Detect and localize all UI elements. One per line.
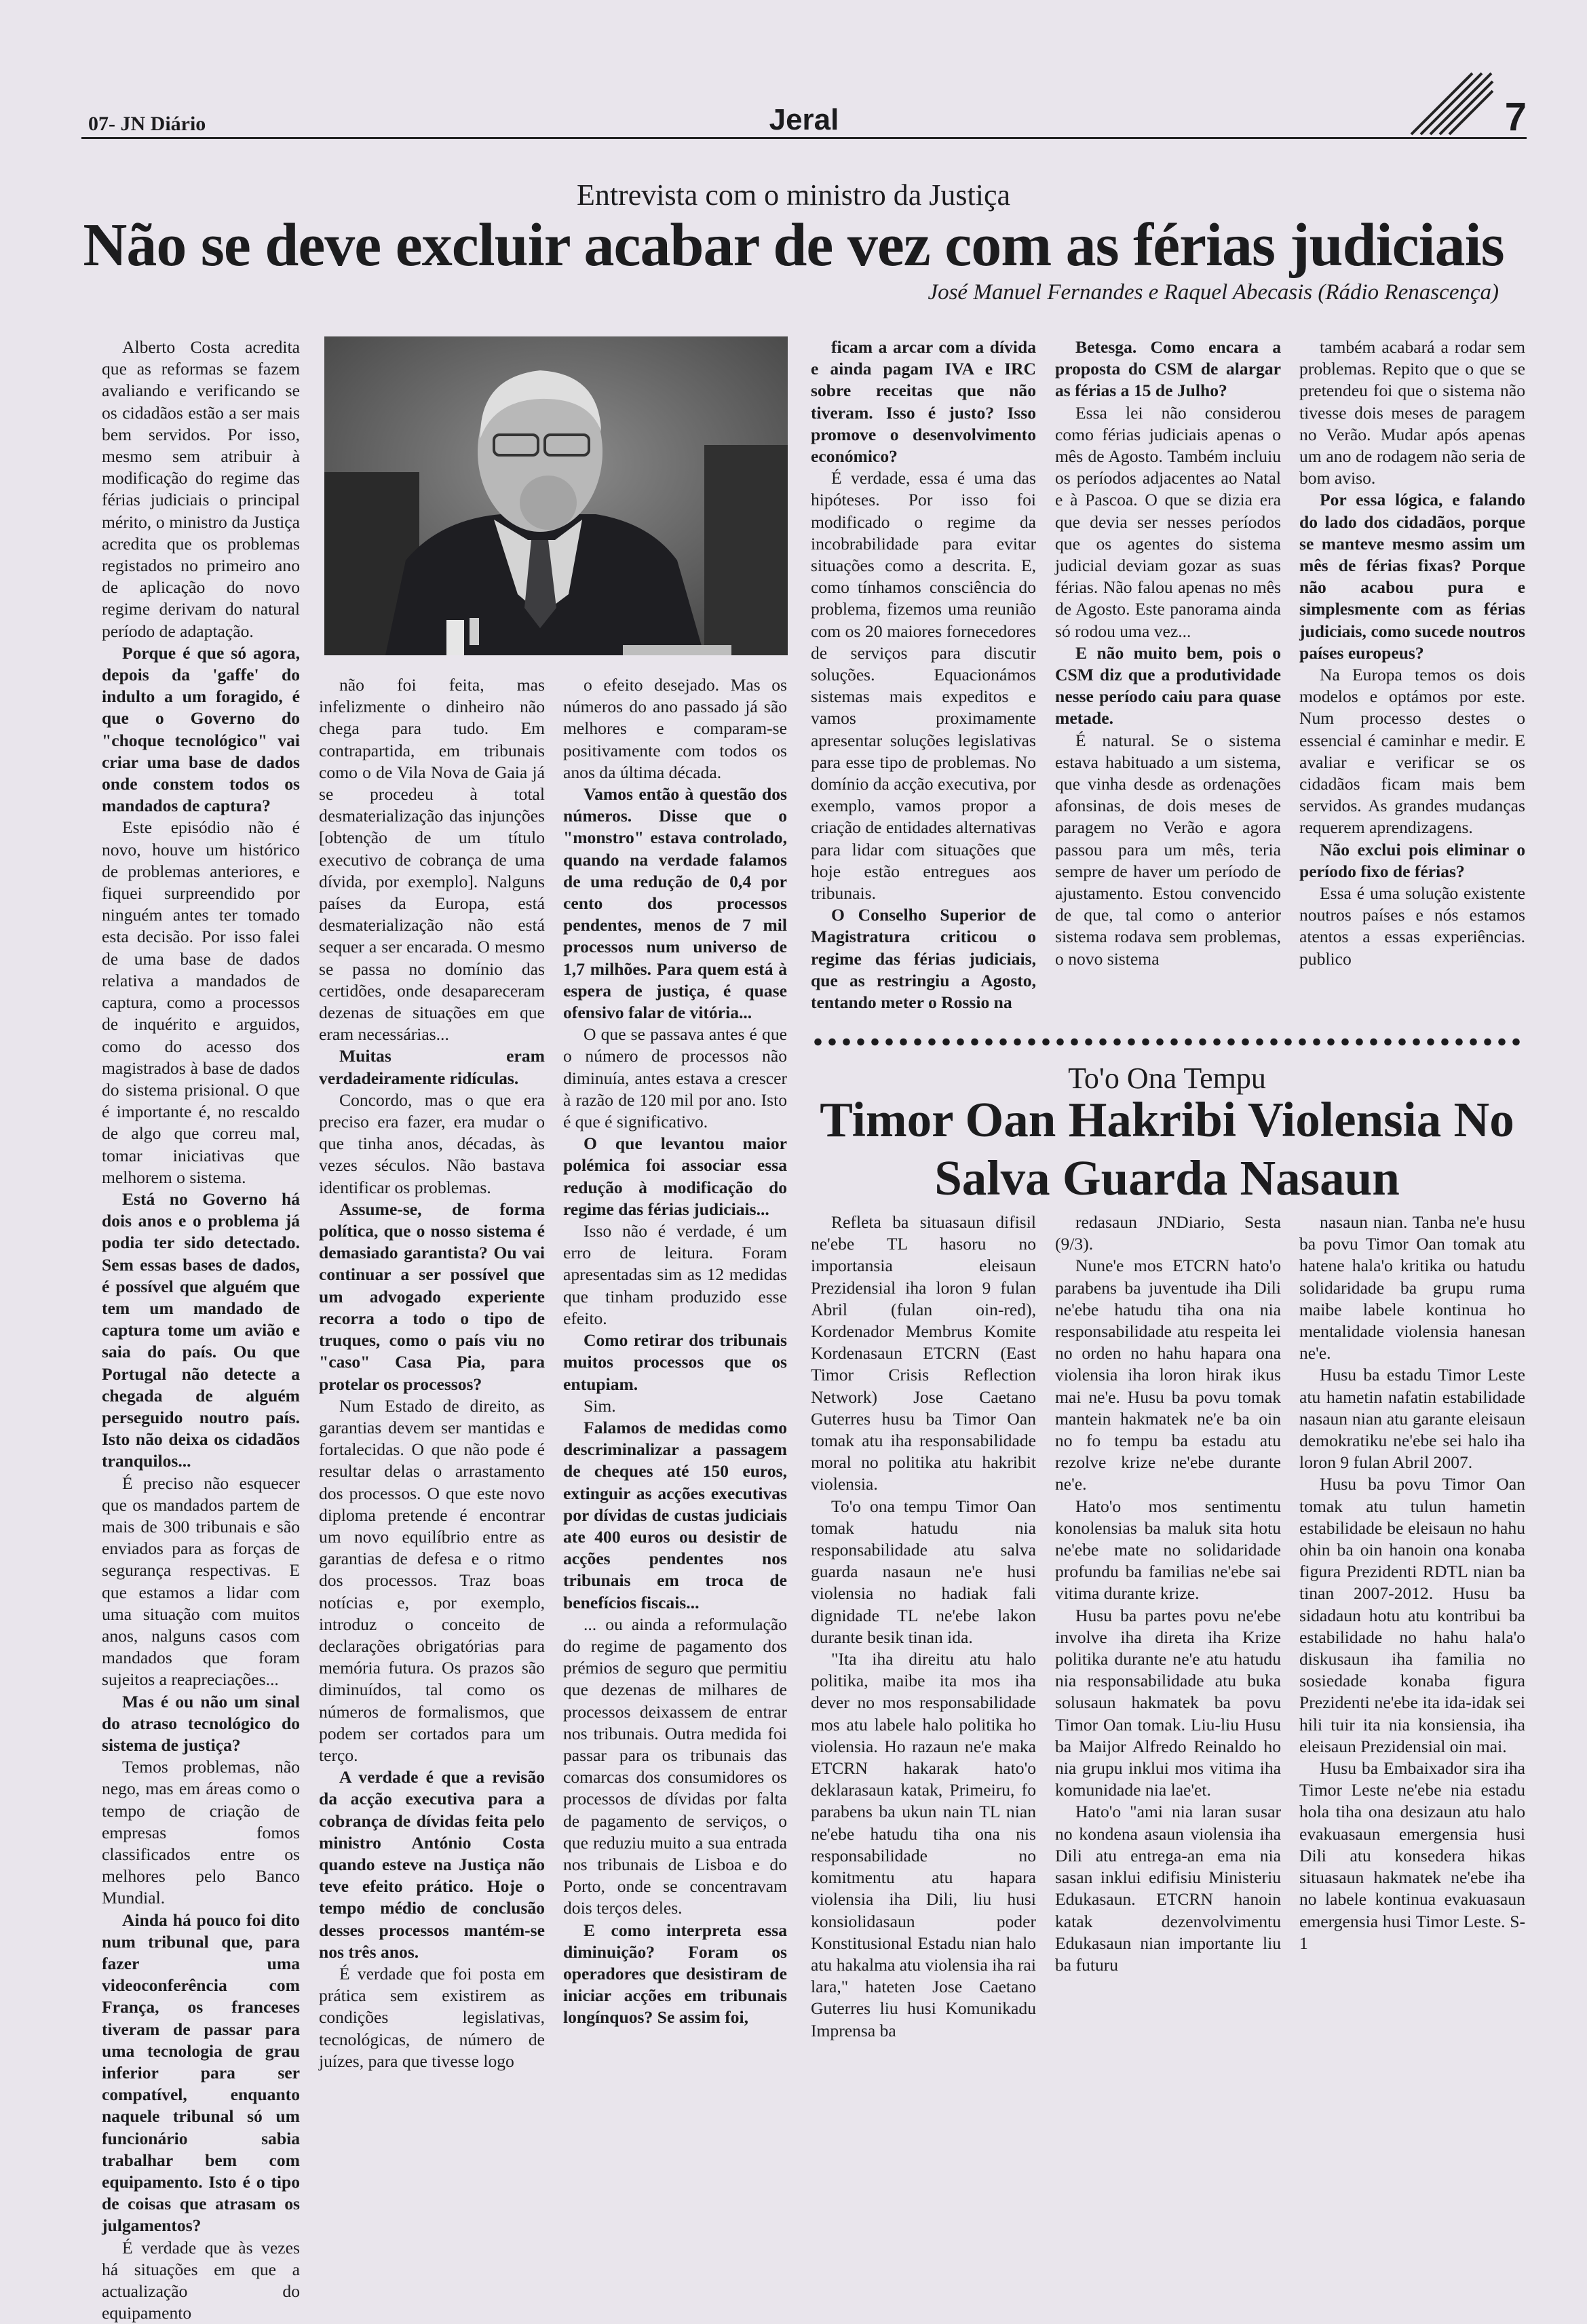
article1-column-3 [563, 674, 787, 2165]
paragraph: Sim. [584, 1395, 616, 1416]
paragraph: Na Europa temos os dois modelos e optámos por este. Num processo destes o essencial é caminhar e medir. E avaliar e verificar se os cidadãos ficam mais bem servidos. As grandes mudanças requerem aprendizagens. [1299, 665, 1525, 838]
paragraph: Husu ba partes povu ne'ebe involve iha direta iha Krize politika durante ne'e atu hatudu nia responsabilidade atu buka solusaun hakmatek ba povu Timor Oan tomak. Liu-liu Husu ba Maijor Alfredo Reinaldo ho nia grupu inklui mos vitima iha komunidade nia lae'et. [1055, 1605, 1281, 1800]
diagonal-stripes-logo-icon [1411, 68, 1493, 136]
paragraph: É preciso não esquecer que os mandados partem de mais de 300 tribunais e são enviados para as forças de segurança respectivas. E que estamos a lidar com uma situação com muitos anos, nalguns casos com mandados que foram sujeitos a reapreciações... [102, 1473, 300, 1690]
article1-column-5 [1055, 336, 1281, 1034]
article2-column-1 [811, 1212, 1036, 2165]
article1-column-2 [319, 674, 545, 2165]
article1-column-1 [102, 336, 300, 2323]
paragraph: Isso não é verdade, é um erro de leitura. Foram apresentadas sim as 12 medidas que tinham produzido esse efeito. [563, 1221, 787, 1328]
interview-question: Por essa lógica, e falando do lado dos cidadãos, porque se manteve mesmo assim um mês de férias fixas? Porque não acabou pura e simplesmente com as férias judiciais, como sucede noutros países europeus? [1299, 490, 1525, 663]
interview-question: Falamos de medidas como descriminalizar a passagem de cheques até 150 euros, extinguir as acções executivas por dívidas de custas judiciais ate 400 euros ou desistir de acções pendentes nos tribunais em troca de benefícios fiscais... [563, 1417, 787, 1612]
paragraph: não foi feita, mas infelizmente o dinheiro não chega para tudo. Em contrapartida, em tribunais como o de Vila Nova de Gaia já se procedeu à total desmaterialização das injunções [obtenção de um título executivo de cobrança de uma dívida, por exemplo]. Nalguns países da Europa, está desmaterialização não está sequer a ser encarada. O mesmo se passa no domínio das certidões, onde desapareceram dezenas de situações em que eram necessárias... [319, 675, 545, 1045]
paragraph: É natural. Se o sistema estava habituado a um sistema, que vinha desde as ordenações afonsinas, de dois meses de paragem no Verão e agora passou para um mês, teria sempre de haver um período de ajustamento. Estou convencido de que, tal como o anterior sistema rodava sem problemas, o novo sistema [1055, 730, 1281, 969]
paragraph: Alberto Costa acredita que as reformas se fazem avaliando e verificando se os cidadãos estão a ser mais bem servidos. Por isso, mesmo sem atribuir à modificação do regime das férias judiciais o principal mérito, o ministro da Justiça acredita que os problemas registados no primeiro ano de aplicação do novo regime derivam do natural período de adaptação. [102, 337, 300, 641]
interview-question: Vamos então à questão dos números. Disse que o "monstro" estava controlado, quando na verdade falamos de uma redução de 0,4 por cento dos processos pendentes, menos de 7 mil processos num universo de 1,7 milhões. Para quem está à espera de justiça, é quase ofensivo falar de vitória... [563, 784, 787, 1023]
paragraph: o efeito desejado. Mas os números do ano passado já são melhores e comparam-se positivamente com todos os anos da última década. [563, 675, 787, 782]
minister-photo [324, 336, 788, 655]
paragraph: ... ou ainda a reformulação do regime de pagamento dos prémios de seguro que permitiu que dezenas de milhares de processos deixassem de entrar nos tribunais. Outra medida foi passar para os tribunais das comarcas dos consumidores os processos de dívidas por falta de pagamento de serviços, o que reduziu muito a sua entrada nos tribunais de Lisboa e do Porto, onde se concentravam dois terços deles. [563, 1614, 787, 1918]
paragraph: Este episódio não é novo, houve um histórico de problemas anteriores, e fiquei surpreendido por ninguém antes ter tomado esta decisão. Por isso falei de uma base de dados relativa a mandados de captura, como a processos de inquérito e arguidos, como do acesso dos magistrados à base de dados do sistema prisional. O que é importante é, no rescaldo de algo que correu mal, tomar iniciativas que melhorem o sistema. [102, 817, 300, 1187]
paragraph: É verdade que às vezes há situações em que a actualização do equipamento [102, 2237, 300, 2323]
paragraph: Essa lei não considerou como férias judiciais apenas o mês de Agosto. Também incluiu os períodos adjacentes ao Natal e à Pascoa. O que se dizia era que devia ser nesses períodos que os agentes do sistema judicial deviam gozar as suas férias. Não falou apenas no mês de Agosto. Este panorama ainda só rodou uma vez... [1055, 402, 1281, 641]
article2-headline: Timor Oan Hakribi Violensia No Salva Guarda Nasaun [820, 1092, 1514, 1205]
paragraph: Num Estado de direito, as garantias devem ser mantidas e fortalecidas. O que não pode é resultar delas o arrastamento dos processos. O que este novo diploma pretende é encontrar um novo equilíbrio entre as garantias de defesa e o ritmo dos processos. Traz boas notícias e, por exemplo, introduz o conceito de declarações obrigatórias para memória futura. Os prazos são diminuídos, tal como os números de formalismos, que podem ser cortados para um terço. [319, 1395, 545, 1765]
newspaper-name: 07- JN Diário [88, 113, 206, 135]
paragraph: Hato'o mos sentimentu konolensias ba maluk sita hotu ne'ebe mate no solidaridade profundu ba familias ne'ebe sai vitima durante krize. [1055, 1496, 1281, 1604]
article-headline: Não se deve excluir acabar de vez com as férias judiciais [83, 212, 1504, 279]
interview-question: Muitas eram verdadeiramente ridículas. [319, 1046, 545, 1088]
article2-column-2 [1055, 1212, 1281, 2165]
article2-kicker: To'o Ona Tempu [1068, 1062, 1266, 1095]
interview-question: ficam a arcar com a dívida e ainda pagam IVA e IRC sobre receitas que não tiveram. Isso é justo? Isso promove o desenvolvimento económico? [811, 337, 1036, 467]
interview-question: Como retirar dos tribunais muitos processos que os entupiam. [563, 1330, 787, 1394]
interview-question: E como interpreta essa diminuição? Foram os operadores que desistiram de iniciar acções em tribunais longínquos? Se assim foi, [563, 1920, 787, 2028]
paragraph: O que se passava antes é que o número de processos não diminuía, antes estava a crescer à razão de 120 mil por ano. Isto é que é significativo. [563, 1024, 787, 1132]
interview-question: Betesga. Como encara a proposta do CSM de alargar as férias a 15 de Julho? [1055, 337, 1281, 401]
interview-question: Porque é que só agora, depois da 'gaffe' do indulto a um foragido, é que o Governo do "choque tecnológico" vai criar uma base de dados onde constem todos os mandados de captura? [102, 642, 300, 816]
paragraph: Temos problemas, não nego, mas em áreas como o tempo de criação de empresas fomos classificados entre os melhores pelo Banco Mundial. [102, 1757, 300, 1908]
interview-question: Não exclui pois eliminar o período fixo de férias? [1299, 839, 1525, 881]
paragraph: "Ita iha direitu atu halo politika, maibe ita mos iha dever no mos responsabilidade mos atu labele halo politika ho violensia. Ho razaun ne'e maka ETCRN hakarak hato'o deklarasaun katak, Primeiru, fo parabens ba ukun nain TL nian ne'ebe hatudu tiha ona nis responsabilidade no komitmentu atu hapara violensia iha Dili, liu husi konsiolidasaun poder Konstitusional Estadu nian halo atu hakalma atu violensia iha rai lara," hateten Jose Caetano Guterres liu husi Komunikadu Imprensa ba [811, 1649, 1036, 2040]
paragraph: também acabará a rodar sem problemas. Repito que o que se pretendeu foi que o sistema não tivesse dois meses de paragem no Verão. Mudar após apenas um ano de rodagem não seria de bom aviso. [1299, 337, 1525, 488]
paragraph: É verdade, essa é uma das hipóteses. Por isso foi modificado o regime da incobrabilidade para evitar situações como a descrita. E, como tínhamos consciência do problema, fizemos uma reunião com os 20 maiores fornecedores de serviços para discutir soluções. Equacionámos sistemas mais expeditos e vamos proximamente apresentar soluções legislativas para esse tipo de problemas. No domínio da acção executiva, por exemplo, vamos propor a criação de entidades alternativas para lidar com situações que hoje estão entregues aos tribunais. [811, 468, 1036, 904]
paragraph: Hato'o "ami nia laran susar no kondena asaun violensia iha Dili atu entrega-an ema nia sasan inklui edifisiu Ministeriu Edukasaun. ETCRN hanoin katak dezenvolvimentu Edukasaun nian importante liu ba futuru [1055, 1802, 1281, 1975]
interview-question: A verdade é que a revisão da acção executiva para a cobrança de dívidas feita pelo ministro António Costa quando esteve na Justiça não teve efeito prático. Hoje o tempo médio de conclusão desses processos mantém-se nos três anos. [319, 1767, 545, 1962]
paragraph: Refleta ba situasaun difisil ne'ebe TL hasoru no importansia eleisaun Prezidensial iha loron 9 fulan Abril (fulan oin-red), Kordenador Membrus Komite Kordenasaun ETCRN (East Timor Crisis Reflection Network) Jose Caetano Guterres husu ba Timor Oan tomak atu iha responsabilidade moral no politika atu hakribit violensia. [811, 1212, 1036, 1494]
paragraph: Essa é uma solução existente noutros países e nós estamos atentos a essas experiências. publico [1299, 883, 1525, 969]
page-header [81, 95, 1527, 139]
article2-column-3 [1299, 1212, 1525, 2165]
interview-question: E não muito bem, pois o CSM diz que a produtividade nesse período caiu para quase metade. [1055, 642, 1281, 729]
section-title: Jeral [769, 103, 839, 136]
paragraph: Husu ba povu Timor Oan tomak atu tulun hametin estabilidade be eleisaun no hahu ohin ba oin hanoin ona konaba figura Prezidenti RDTL nian ba tinan 2007-2012. Husu ba sidadaun hotu atu kontribui ba estabilidade no hahu hala'o diskusaun iha familia no sosiedade konaba figura Prezidenti ne'ebe ita ida-idak sei hili tuir ita nia konsiensia, iha eleisaun Prezidensial oin mai. [1299, 1474, 1525, 1756]
dotted-separator [811, 1037, 1523, 1047]
interview-question: Assume-se, de forma política, que o nosso sistema é demasiado garantista? Ou vai continuar a ser possível que um advogado experiente recorra a todo o tipo de truques, como o país viu no "caso" Casa Pia, para protelar os processos? [319, 1199, 545, 1394]
paragraph: To'o ona tempu Timor Oan tomak hatudu nia responsabilidade atu salva guarda nasaun ne'e husi violensia no hadiak fali dignidade TL ne'ebe lakon durante besik tinan ida. [811, 1496, 1036, 1647]
paragraph: Nune'e mos ETCRN hato'o parabens ba juventude iha Dili ne'ebe hatudu tiha ona nia responsabilidade atu respeita lei no orden no hahu hapara ona violensia iha loron hirak ikus mai ne'e. Husu ba povu tomak mantein hakmatek ne'e ba oin no fo tempu ba estadu atu rezolve krize ne'ebe durante ne'e. [1055, 1256, 1281, 1494]
interview-question: O que levantou maior polémica foi associar essa redução à modificação do regime das férias judiciais... [563, 1134, 787, 1219]
interview-question: Mas é ou não um sinal do atraso tecnológico do sistema de justiça? [102, 1691, 300, 1755]
interview-question: O Conselho Superior de Magistratura criticou o regime das férias judiciais, que as restringiu a Agosto, tentando meter o Rossio na [811, 905, 1036, 1013]
paragraph: nasaun nian. Tanba ne'e husu ba povu Timor Oan tomak atu hatene hala'o kritika ou hatudu solidaridade ba grupu ruma maibe labele kontinua ho mentalidade violensia hanesan ne'e. [1299, 1212, 1525, 1363]
paragraph: É verdade que foi posta em prática sem existirem as condições legislativas, tecnológicas, de número de juízes, para que tivesse logo [319, 1963, 545, 2071]
article1-column-4 [811, 336, 1036, 1034]
paragraph: redasaun JNDiario, Sesta (9/3). [1055, 1212, 1281, 1254]
paragraph: Husu ba Embaixador sira iha Timor Leste ne'ebe nia estadu hola tiha ona desizaun atu halo evakuasaun emergensia husi Dili atu konsedera hikas situasaun hakmatek ne'ebe iha no labele kontinua evakuasaun emergensia husi Timor Leste. S-1 [1299, 1758, 1525, 1953]
interview-question: Ainda há pouco foi dito num tribunal que, para fazer uma videoconferência com França, os franceses tiveram de passar para uma tecnologia de grau inferior para ser compatível, enquanto naquele tribunal só um funcionário sabia trabalhar bem com equipamento. Isto é o tipo de coisas que atrasam os julgamentos? [102, 1910, 300, 2236]
article-kicker: Entrevista com o ministro da Justiça [576, 178, 1011, 212]
paragraph: Husu ba estadu Timor Leste atu hametin nafatin estabilidade nasaun nian atu garante eleisaun demokratiku ne'ebe sei halo iha loron 9 fulan Abril 2007. [1299, 1365, 1525, 1473]
page-number: 7 [1504, 95, 1527, 139]
article-byline: José Manuel Fernandes e Raquel Abecasis (Rádio Renascença) [928, 280, 1499, 305]
article1-column-6 [1299, 336, 1525, 1034]
interview-question: Está no Governo há dois anos e o problema já podia ter sido detectado. Sem essas bases de dados, é possível que alguém que tem um mandado de captura tome um avião e saia do país. Ou que Portugal não detecte a chegada de alguém perseguido noutro país. Isto não deixa os cidadãos tranquilos... [102, 1188, 300, 1471]
paragraph: Concordo, mas o que era preciso era fazer, era mudar o que tinha anos, décadas, às vezes séculos. Não bastava identificar os problemas. [319, 1089, 545, 1197]
